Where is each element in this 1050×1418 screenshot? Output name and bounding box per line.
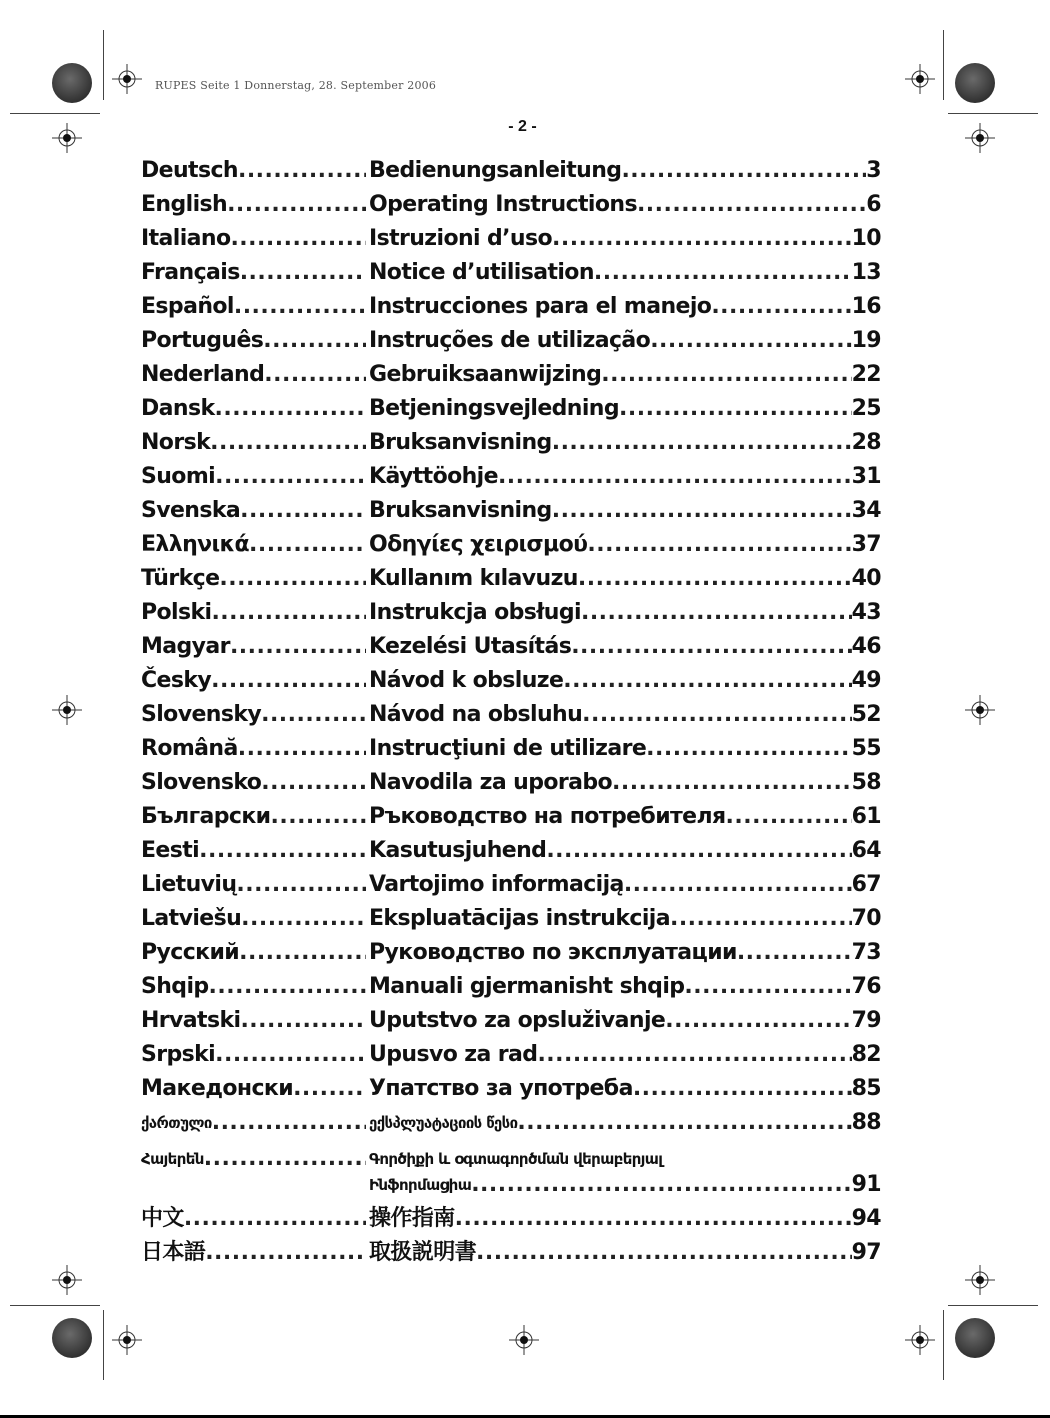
toc-page-number: 22	[851, 362, 881, 387]
toc-row[interactable]	[141, 1236, 881, 1270]
registration-mark-icon	[509, 1325, 539, 1355]
toc-row[interactable]	[141, 494, 881, 528]
toc-language: Slovensky	[141, 702, 262, 727]
toc-title: 取扱説明書	[369, 1240, 477, 1265]
toc-page-number: 79	[851, 1008, 881, 1033]
toc-page-number: 97	[851, 1240, 881, 1265]
registration-mark-icon	[52, 1265, 82, 1295]
color-dot-icon	[52, 63, 92, 103]
toc-title: Upusvo za rad	[369, 1042, 538, 1067]
toc-page-number: 28	[851, 430, 881, 455]
toc-language: Հայերեն	[141, 1150, 204, 1168]
toc-title: Käyttöohje	[369, 464, 498, 489]
toc-title: Betjeningsvejledning	[369, 396, 620, 421]
toc-title: Návod na obsluhu	[369, 702, 583, 727]
toc-row[interactable]	[141, 154, 881, 188]
toc-page-number: 76	[851, 974, 881, 999]
toc-page-number: 16	[851, 294, 881, 319]
trim-line	[948, 1305, 1038, 1306]
toc-page-number: 55	[851, 736, 881, 761]
toc-row[interactable]	[141, 970, 881, 1004]
toc-title: Kezelési Utasítás	[369, 634, 572, 659]
toc-title: Bedienungsanleitung	[369, 158, 622, 183]
toc-title-continuation: Ինֆորմացիա	[369, 1176, 472, 1194]
toc-language: Svenska	[141, 498, 241, 523]
toc-page-number: 94	[851, 1206, 881, 1231]
toc-title: Ръководство на потребителя	[369, 804, 726, 829]
toc-page-number: 13	[851, 260, 881, 285]
toc-row[interactable]	[141, 868, 881, 902]
toc-page-number: 10	[851, 226, 881, 251]
toc-page-number: 6	[866, 192, 881, 217]
toc-language: Srpski	[141, 1042, 216, 1067]
toc-language: Español	[141, 294, 234, 319]
toc-title: Упатство за употреба	[369, 1076, 633, 1101]
toc-title: Vartojimo informaciją	[369, 872, 624, 897]
registration-mark-icon	[905, 1325, 935, 1355]
toc-page-number: 25	[851, 396, 881, 421]
toc-language: Македонски	[141, 1076, 294, 1101]
toc-row[interactable]	[141, 358, 881, 392]
registration-mark-icon	[112, 64, 142, 94]
toc-language: ქართული	[141, 1114, 212, 1132]
toc-row[interactable]	[141, 834, 881, 868]
trim-line	[103, 1310, 104, 1380]
toc-language: Shqip	[141, 974, 209, 999]
toc-page-number: 91	[851, 1172, 881, 1197]
toc-row[interactable]	[141, 1038, 881, 1072]
toc-language: Norsk	[141, 430, 211, 455]
toc-page-number: 61	[851, 804, 881, 829]
toc-row[interactable]	[141, 698, 881, 732]
color-dot-icon	[955, 63, 995, 103]
color-dot-icon	[52, 1318, 92, 1358]
toc-language: Български	[141, 804, 271, 829]
toc-title: Istruzioni d’uso	[369, 226, 553, 251]
page-number: - 2 -	[508, 118, 537, 135]
trim-line	[10, 113, 100, 114]
toc-title: Notice d’utilisation	[369, 260, 594, 285]
toc-language: Hrvatski	[141, 1008, 241, 1033]
toc-page-number: 73	[851, 940, 881, 965]
toc-language: 日本語	[141, 1240, 206, 1265]
toc-language: Română	[141, 736, 238, 761]
toc-title: Instrukcja obsługi	[369, 600, 581, 625]
toc-title: Gebruiksaanwijzing	[369, 362, 602, 387]
toc-row[interactable]	[141, 188, 881, 222]
toc-title: Ekspluatācijas instrukcija	[369, 906, 670, 931]
registration-mark-icon	[905, 64, 935, 94]
toc-language: Česky	[141, 668, 212, 693]
toc-row[interactable]	[141, 460, 881, 494]
toc-row[interactable]	[141, 766, 881, 800]
toc-title: Instrucciones para el manejo	[369, 294, 712, 319]
registration-mark-icon	[965, 695, 995, 725]
toc-title: Manuali gjermanisht shqip	[369, 974, 685, 999]
toc-row[interactable]	[141, 290, 881, 324]
toc-page-number: 46	[851, 634, 881, 659]
toc-page-number: 49	[851, 668, 881, 693]
toc-page-number: 19	[851, 328, 881, 353]
toc-row[interactable]	[141, 664, 881, 698]
toc-row[interactable]	[141, 630, 881, 664]
toc-language: Türkçe	[141, 566, 220, 591]
toc-row[interactable]	[141, 596, 881, 630]
toc-language: Nederland	[141, 362, 265, 387]
toc-row[interactable]	[141, 528, 881, 562]
toc-row[interactable]	[141, 426, 881, 460]
toc-language: 中文	[141, 1206, 184, 1231]
toc-title: Navodila za uporabo	[369, 770, 613, 795]
toc-page-number: 82	[851, 1042, 881, 1067]
toc-page-number: 40	[851, 566, 881, 591]
registration-mark-icon	[52, 695, 82, 725]
toc-language: Dansk	[141, 396, 215, 421]
toc-language: Русский	[141, 940, 240, 965]
toc-page-number: 88	[851, 1110, 881, 1135]
toc-row[interactable]	[141, 562, 881, 596]
toc-title: Bruksanvisning	[369, 498, 552, 523]
toc-language: Italiano	[141, 226, 231, 251]
toc-title: Οδηγίες χειρισμού	[369, 532, 588, 557]
toc-row[interactable]	[141, 800, 881, 834]
toc-page-number: 70	[851, 906, 881, 931]
toc-page-number: 64	[851, 838, 881, 863]
registration-mark-icon	[965, 123, 995, 153]
toc-title: Uputstvo za opsluživanje	[369, 1008, 666, 1033]
toc-language: Lietuvių	[141, 872, 237, 897]
toc-row[interactable]	[141, 392, 881, 426]
toc-page-number: 3	[866, 158, 881, 183]
toc-row[interactable]	[141, 256, 881, 290]
toc-row-continuation[interactable]	[141, 1168, 881, 1202]
toc-row[interactable]	[141, 1106, 881, 1140]
toc-row[interactable]	[141, 1202, 881, 1236]
trim-line	[10, 1305, 100, 1306]
toc-row[interactable]	[141, 732, 881, 766]
toc-title: Руководство по эксплуатации	[369, 940, 737, 965]
toc-page-number: 37	[851, 532, 881, 557]
color-dot-icon	[955, 1318, 995, 1358]
toc-language: Eesti	[141, 838, 200, 863]
toc-title: Գործիքի և օգտագործման վերաբերյալ	[369, 1150, 663, 1168]
toc-row[interactable]	[141, 222, 881, 256]
toc-row[interactable]	[141, 1072, 881, 1106]
toc-page-number: 85	[851, 1076, 881, 1101]
toc-language: Suomi	[141, 464, 216, 489]
toc-language: Latviešu	[141, 906, 242, 931]
toc-page-number: 58	[851, 770, 881, 795]
toc-language: Português	[141, 328, 264, 353]
toc-language: Deutsch	[141, 158, 238, 183]
toc-language: Magyar	[141, 634, 230, 659]
registration-mark-icon	[965, 1265, 995, 1295]
print-header: RUPES Seite 1 Donnerstag, 28. September 2006	[155, 79, 437, 92]
toc-language: English	[141, 192, 228, 217]
toc-row[interactable]	[141, 324, 881, 358]
toc-page-number: 34	[851, 498, 881, 523]
toc-title: Návod k obsluze	[369, 668, 564, 693]
toc-title: ექსპლუატაციის წესი	[369, 1114, 518, 1132]
toc-title: 操作指南	[369, 1206, 455, 1231]
trim-line	[943, 1310, 944, 1380]
toc-language: Slovensko	[141, 770, 262, 795]
toc-language: Polski	[141, 600, 212, 625]
registration-mark-icon	[52, 123, 82, 153]
toc-row[interactable]	[141, 936, 881, 970]
toc-title: Instruções de utilização	[369, 328, 651, 353]
toc-page-number: 67	[851, 872, 881, 897]
toc-title: Kasutusjuhend	[369, 838, 547, 863]
toc-row[interactable]	[141, 902, 881, 936]
toc-title: Instrucţiuni de utilizare	[369, 736, 647, 761]
toc-language: Français	[141, 260, 240, 285]
trim-line	[943, 30, 944, 100]
trim-line	[948, 113, 1038, 114]
toc-title: Bruksanvisning	[369, 430, 552, 455]
trim-line	[103, 30, 104, 100]
toc-page-number: 43	[851, 600, 881, 625]
toc-page-number: 52	[851, 702, 881, 727]
toc-row[interactable]	[141, 1004, 881, 1038]
registration-mark-icon	[112, 1325, 142, 1355]
toc-page-number: 31	[851, 464, 881, 489]
toc-title: Kullanım kılavuzu	[369, 566, 578, 591]
toc-title: Operating Instructions	[369, 192, 637, 217]
toc-language: Ελληνικά	[141, 532, 250, 557]
